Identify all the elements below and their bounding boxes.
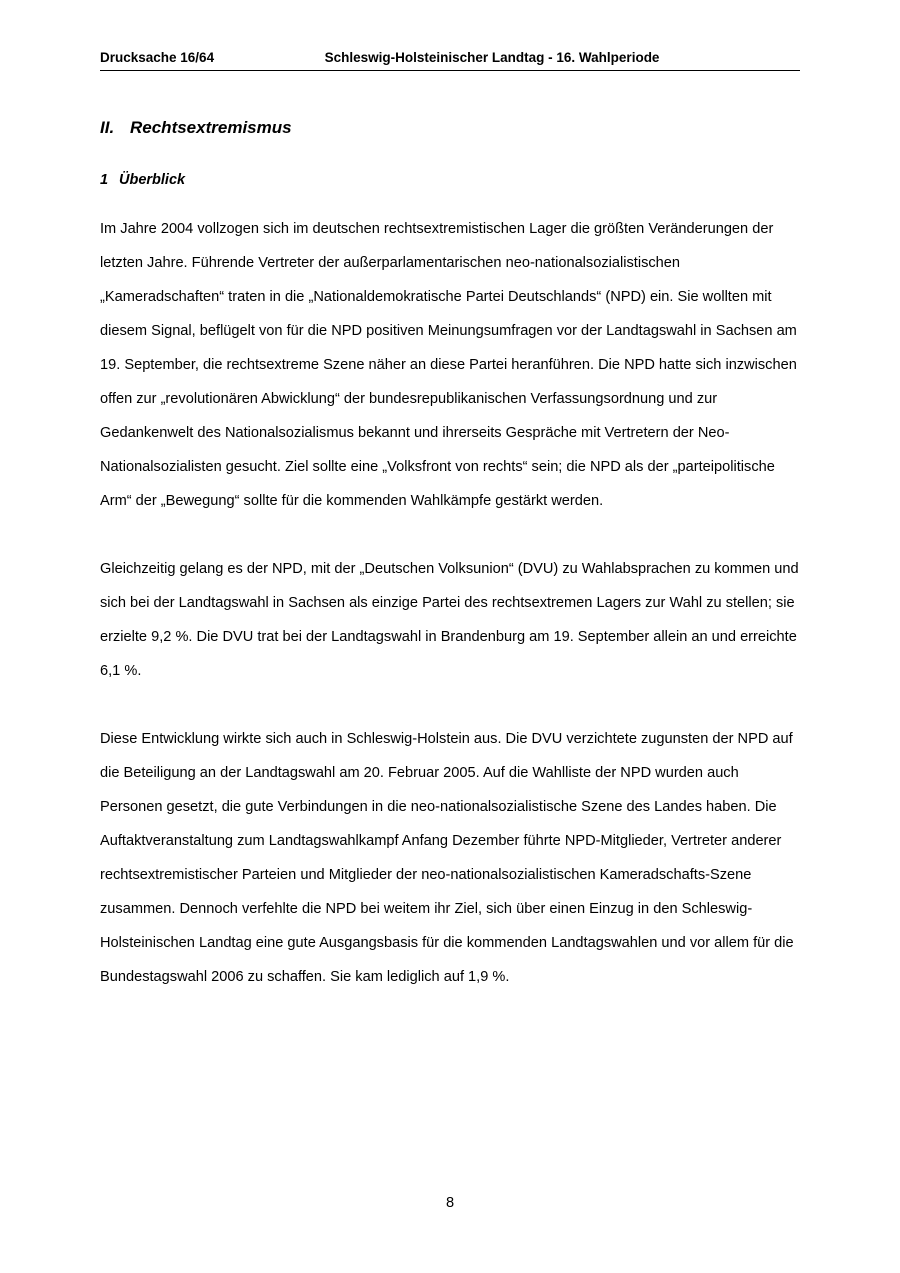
subsection-title-text: Überblick — [119, 172, 186, 188]
subsection-heading — [100, 172, 800, 188]
section-number: II. — [100, 118, 115, 137]
page-header — [100, 50, 800, 71]
header-landtag: Schleswig-Holsteinischer Landtag - 16. Wahlperiode — [324, 50, 660, 65]
page-number: 8 — [445, 1195, 455, 1211]
paragraph-1: Im Jahre 2004 vollzogen sich im deutschen rechtsextremistischen Lager die größten Veränderungen der letzten Jahre. Führende Vertreter der außerparlamentarischen neo-nationalsozialistischen „Kameradschaften“ traten in die „Nationaldemokratische Partei Deutschlands“ (NPD) ein. Sie wollten mit diesem Signal, beflügelt von für die NPD positiven Meinungsumfragen vor der Landtagswahl in Sachsen am 19. September, die rechtsextreme Szene näher an diese Partei heranführen. Die NPD hatte sich inzwischen offen zur „revolutionären Abwicklung“ der bundesrepublikanischen Verfassungsordnung und zur Gedankenwelt des Nationalsozialismus bekannt und ihrerseits Gespräche mit Vertretern der Neo-Nationalsozialisten gesucht. Ziel sollte eine „Volksfront von rechts“ sein; die NPD als der „parteipolitische Arm“ der „Bewegung“ sollte für die kommenden Wahlkämpfe gestärkt werden. — [100, 221, 797, 509]
section-title-text: Rechtsextremismus — [130, 118, 292, 137]
paragraph-3: Diese Entwicklung wirkte sich auch in Schleswig-Holstein aus. Die DVU verzichtete zugunsten der NPD auf die Beteiligung an der Landtagswahl am 20. Februar 2005. Auf die Wahlliste der NPD wurden auch Personen gesetzt, die gute Verbindungen in die neo-nationalsozialistische Szene des Landes haben. Die Auftaktveranstaltung zum Landtagswahlkampf Anfang Dezember führte NPD-Mitglieder, Vertreter anderer rechtsextremistischer Parteien und Mitglieder der neo-nationalsozialistischen Kameradschafts-Szene zusammen. Dennoch verfehlte die NPD bei weitem ihr Ziel, sich über einen Einzug in den Schleswig-Holsteinischen Landtag eine gute Ausgangsbasis für die kommenden Landtagswahlen und vor allem für die Bundestagswahl 2006 zu schaffen. Sie kam lediglich auf 1,9 %. — [100, 731, 794, 985]
header-drucksache: Drucksache 16/64 — [100, 50, 215, 65]
subsection-number: 1 — [100, 172, 109, 188]
paragraph-2: Gleichzeitig gelang es der NPD, mit der „Deutschen Volksunion“ (DVU) zu Wahlabsprachen zu kommen und sich bei der Landtagswahl in Sachsen als einzige Partei des rechtsextremen Lagers zur Wahl zu stellen; sie erzielte 9,2 %. Die DVU trat bei der Landtagswahl in Brandenburg am 19. September allein an und erreichte 6,1 %. — [100, 561, 799, 679]
section-heading — [100, 118, 800, 138]
